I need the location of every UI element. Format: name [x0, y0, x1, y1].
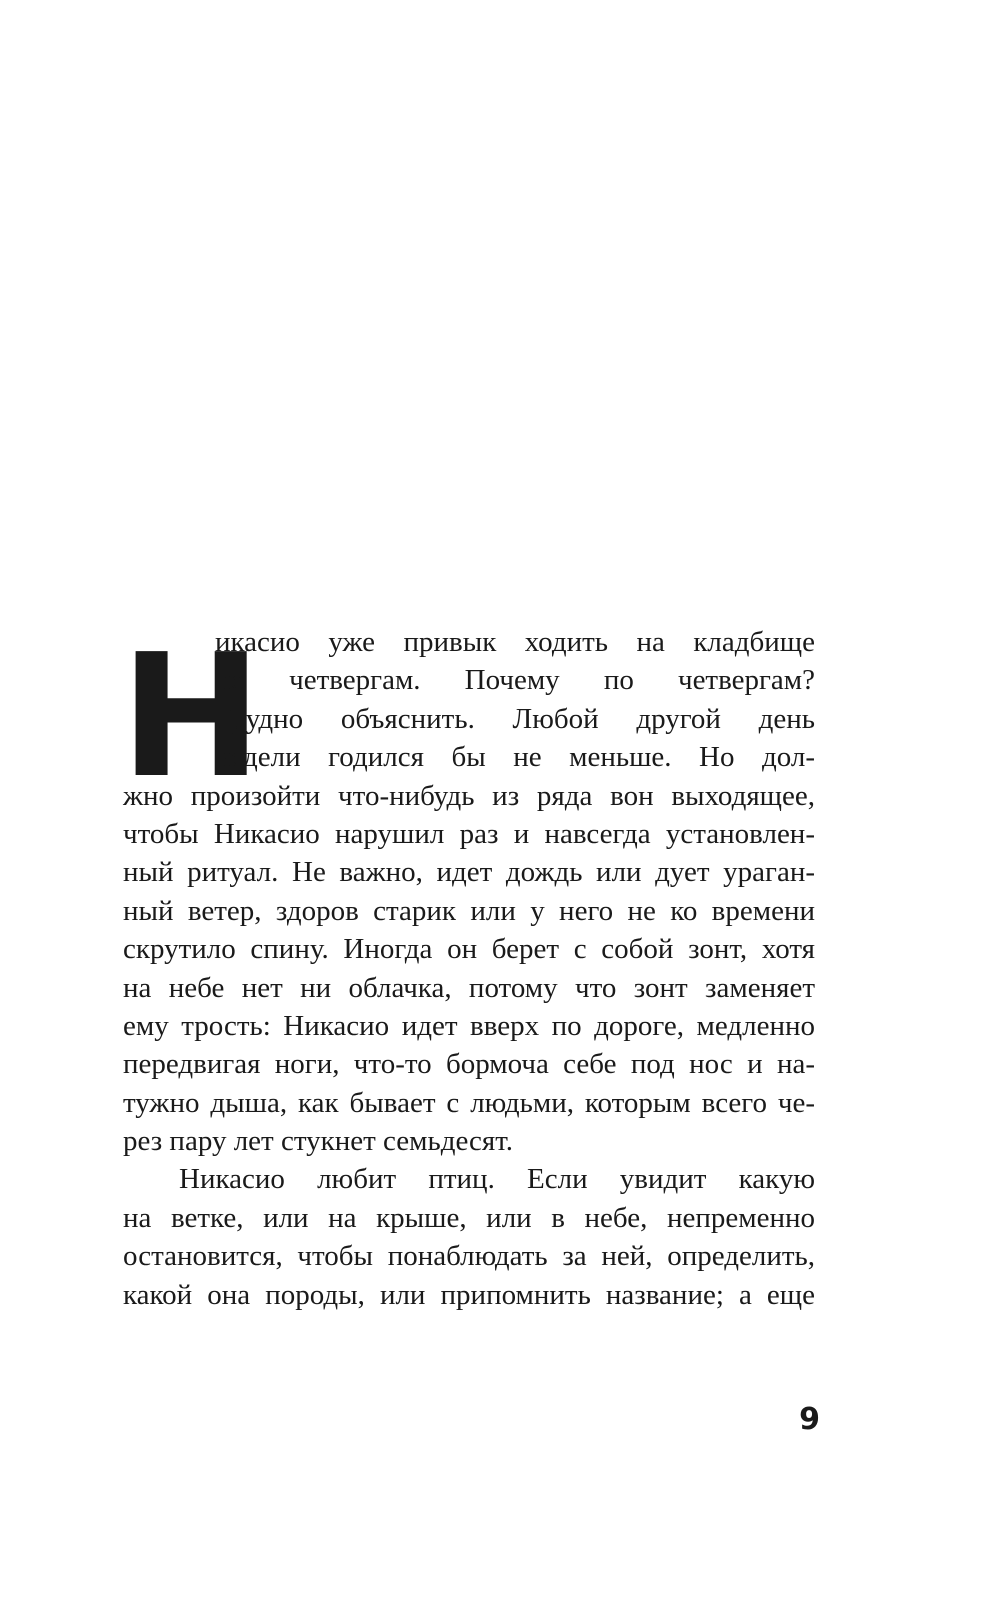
text-line: Никасио любит птиц. Если увидит какую: [179, 1163, 815, 1196]
page-number: 9: [799, 1402, 820, 1437]
text-line: ный ветер, здоров старик или у него не ко времени: [123, 894, 815, 927]
text-line: чтобы Никасио нарушил раз и навсегда установлен-: [123, 817, 815, 850]
text-line: остановится, чтобы понаблюдать за ней, определить,: [123, 1240, 815, 1273]
text-line: недели годился бы не меньше. Но дол-: [215, 741, 815, 774]
text-line: ный ритуал. Не важно, идет дождь или дует ураган-: [123, 856, 815, 889]
text-line: по четвергам. Почему по четвергам?: [215, 664, 815, 697]
text-line: тужно дыша, как бывает с людьми, которым всего че-: [123, 1086, 815, 1119]
text-line: ему трость: Никасио идет вверх по дороге, медленно: [123, 1009, 815, 1042]
text-line: икасио уже привык ходить на кладбище: [215, 626, 815, 658]
body-text: [123, 623, 815, 1314]
text-line: рез пару лет стукнет семьдесят.: [123, 1125, 513, 1158]
text-line: жно произойти что-нибудь из ряда вон выходящее,: [123, 779, 815, 812]
text-line: на ветке, или на крыше, или в небе, непременно: [123, 1201, 815, 1234]
text-line: передвигая ноги, что-то бормоча себе под нос и на-: [123, 1048, 815, 1081]
text-line: какой она породы, или припомнить название; а еще: [123, 1278, 815, 1311]
drop-cap: Н: [120, 618, 263, 816]
text-line: скрутило спину. Иногда он берет с собой зонт, хотя: [123, 933, 815, 966]
text-line: Трудно объяснить. Любой другой день: [215, 702, 815, 735]
text-line: на небе нет ни облачка, потому что зонт заменяет: [123, 971, 815, 1004]
